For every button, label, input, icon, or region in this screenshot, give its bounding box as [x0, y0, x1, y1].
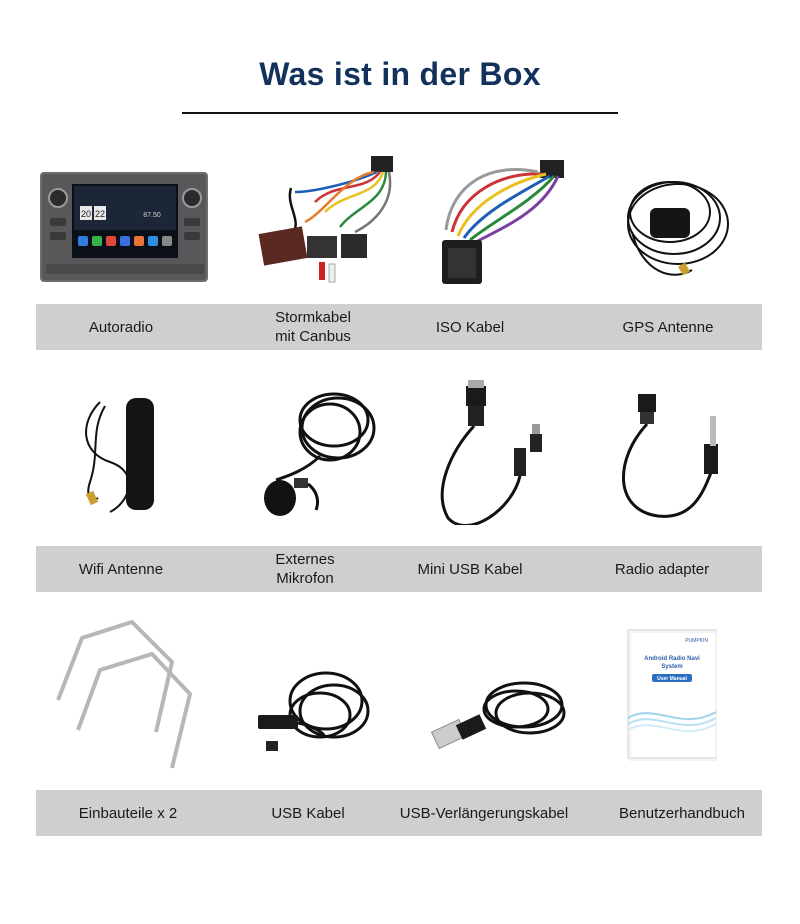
- page-title: Was ist in der Box: [259, 56, 541, 92]
- item-label: Radio adapter: [614, 560, 710, 578]
- item-label: Wifi Antenne: [78, 560, 164, 578]
- iso-cable-image: [422, 152, 612, 297]
- item-label: ISO Kabel: [435, 318, 505, 336]
- wifi-antenna-image: [30, 392, 220, 537]
- usb-cable-image: [238, 645, 428, 790]
- installation-tools-image: [48, 620, 238, 765]
- usb-extension-cable-image: [420, 645, 610, 790]
- gps-antenna-image: [612, 152, 800, 297]
- item-label: GPS Antenne: [622, 318, 714, 336]
- title-underline: [182, 112, 618, 114]
- svg-text:22: 22: [94, 209, 106, 219]
- label-band-row-3: [36, 790, 762, 836]
- item-label: Einbauteile x 2: [78, 804, 178, 822]
- external-microphone-image: [236, 380, 426, 525]
- svg-text:87.50: 87.50: [143, 212, 161, 219]
- item-label: USB-Verlängerungskabel: [399, 804, 569, 822]
- svg-text:PUMPKIN: PUMPKIN: [685, 638, 708, 644]
- svg-text:System: System: [661, 664, 683, 670]
- label-band-row-1: [36, 304, 762, 350]
- svg-text:20: 20: [80, 209, 92, 219]
- power-cable-canbus-image: [245, 152, 435, 297]
- label-band-row-2: [36, 546, 762, 592]
- item-label: Mini USB Kabel: [417, 560, 523, 578]
- item-label: Stormkabel mit Canbus: [275, 309, 351, 345]
- svg-text:Android Radio Navi: Android Radio Navi: [644, 656, 700, 662]
- item-label: Externes Mikrofon: [275, 551, 335, 587]
- mini-usb-cable-image: [412, 380, 602, 525]
- car-radio-image: [30, 160, 220, 305]
- item-label: USB Kabel: [271, 804, 345, 822]
- item-label: Autoradio: [88, 318, 154, 336]
- item-label: Benutzerhandbuch: [619, 804, 745, 822]
- svg-text:User Manual: User Manual: [657, 676, 687, 682]
- radio-adapter-image: [604, 380, 794, 525]
- user-manual-image: [610, 622, 800, 767]
